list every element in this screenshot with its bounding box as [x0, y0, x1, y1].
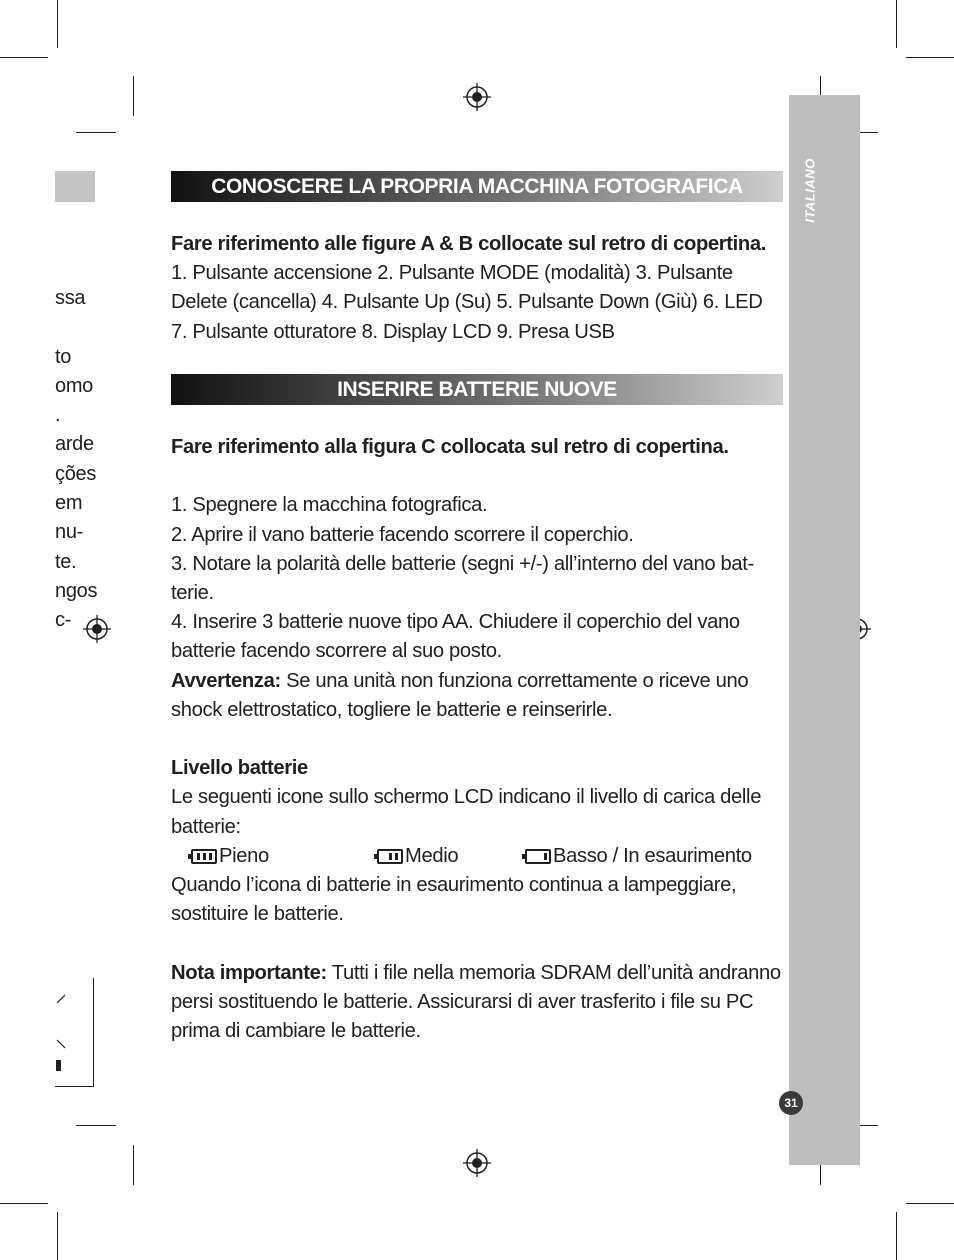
- text-fragment: c-: [55, 609, 72, 632]
- figure-reference: Fare riferimento alle figure A & B collocate sul retro di copertina.: [171, 233, 767, 255]
- battery-level-note: Quando l’icona di batterie in esaurimento continua a lampeggiare,: [171, 874, 737, 896]
- warning-text: [171, 667, 786, 696]
- facing-page-box-edge: [93, 978, 94, 1086]
- important-note-body: Tutti i file nella memoria SDRAM dell’unità andranno: [326, 961, 781, 984]
- text-fragment: omo: [55, 374, 94, 397]
- text-fragment: ssa: [55, 287, 86, 309]
- battery-content: [171, 433, 786, 1046]
- step-item: terie.: [171, 582, 214, 604]
- battery-level-note: sostituire le batterie.: [171, 903, 344, 926]
- battery-low-item: [525, 842, 752, 871]
- crop-mark: [906, 57, 954, 58]
- crop-mark: [57, 1212, 58, 1260]
- registration-mark-icon: [462, 1148, 492, 1178]
- warning-text: shock elettrostatico, togliere le batterie e reinserirle.: [171, 698, 613, 721]
- facing-page-box-edge: [55, 1086, 94, 1087]
- text-fragment: te.: [55, 550, 77, 573]
- main-content: [171, 230, 786, 347]
- step-item: 4. Inserire 3 batterie nuove tipo AA. Chiudere il coperchio del vano: [171, 611, 740, 634]
- battery-full-icon: [191, 849, 217, 864]
- page-number: 31: [779, 1091, 803, 1115]
- battery-medium-item: [377, 842, 458, 871]
- parts-list-line: 1. Pulsante accensione 2. Pulsante MODE (modalità) 3. Pulsante: [171, 262, 733, 285]
- section-header-batteries: INSERIRE BATTERIE NUOVE: [171, 374, 783, 405]
- battery-medium-label: Medio: [405, 844, 459, 867]
- battery-icon-legend: [171, 842, 786, 871]
- crop-mark: [896, 0, 897, 48]
- battery-level-desc: Le seguenti icone sullo schermo LCD indicano il livello di carica delle: [171, 786, 762, 809]
- language-tab: [789, 95, 860, 1165]
- facing-page-gray-bar: [55, 171, 95, 202]
- crop-mark: [133, 1145, 134, 1185]
- parts-list-line: Delete (cancella) 4. Pulsante Up (Su) 5. Pulsante Down (Giù) 6. LED: [171, 291, 763, 314]
- step-item: batterie facendo scorrere al suo posto.: [171, 640, 502, 663]
- crop-mark: [0, 57, 48, 58]
- text-fragment: to: [55, 345, 72, 368]
- crop-mark: [906, 1203, 954, 1204]
- crop-mark: [57, 0, 58, 48]
- step-item: 2. Aprire il vano batterie facendo scorrere il coperchio.: [171, 523, 634, 546]
- facing-page-diagram-fragment: [55, 985, 69, 1075]
- text-fragment: ções: [55, 462, 97, 485]
- language-label: ITALIANO: [802, 157, 818, 223]
- important-note-label: Nota importante:: [171, 961, 327, 984]
- battery-level-title: Livello batterie: [171, 757, 308, 780]
- crop-mark: [0, 1203, 48, 1204]
- battery-level-desc: batterie:: [171, 815, 241, 838]
- crop-mark: [76, 132, 116, 133]
- important-note: prima di cambiare le batterie.: [171, 1020, 421, 1042]
- text-fragment: arde: [55, 433, 94, 456]
- section-header-camera: CONOSCERE LA PROPRIA MACCHINA FOTOGRAFICA: [171, 171, 783, 202]
- text-fragment: ngos: [55, 579, 98, 602]
- battery-full-label: Pieno: [219, 844, 269, 867]
- warning-label: Avvertenza:: [171, 669, 281, 692]
- battery-low-label: Basso / In esaurimento: [553, 844, 752, 867]
- parts-list-line: 7. Pulsante otturatore 8. Display LCD 9. Presa USB: [171, 320, 615, 343]
- text-fragment: em: [55, 492, 83, 515]
- battery-low-icon: [525, 849, 551, 864]
- important-note: persi sostituendo le batterie. Assicurarsi di aver trasferito i file su PC: [171, 990, 754, 1013]
- crop-mark: [76, 1125, 116, 1126]
- registration-mark-icon: [462, 82, 492, 112]
- battery-medium-icon: [377, 849, 403, 864]
- step-item: 3. Notare la polarità delle batterie (segni +/-) all’interno del vano bat-: [171, 552, 754, 575]
- facing-page-text-fragments: [55, 284, 97, 636]
- battery-full-item: [191, 842, 269, 871]
- text-fragment: [55, 313, 97, 342]
- text-fragment: .: [55, 404, 61, 427]
- text-fragment: nu-: [55, 521, 84, 544]
- warning-body: Se una unità non funziona correttamente o riceve uno: [280, 669, 749, 692]
- crop-mark: [896, 1212, 897, 1260]
- crop-mark: [133, 76, 134, 116]
- step-item: 1. Spegnere la macchina fotografica.: [171, 494, 488, 517]
- important-note: [171, 959, 786, 988]
- figure-reference: Fare riferimento alla figura C collocata sul retro di copertina.: [171, 436, 729, 458]
